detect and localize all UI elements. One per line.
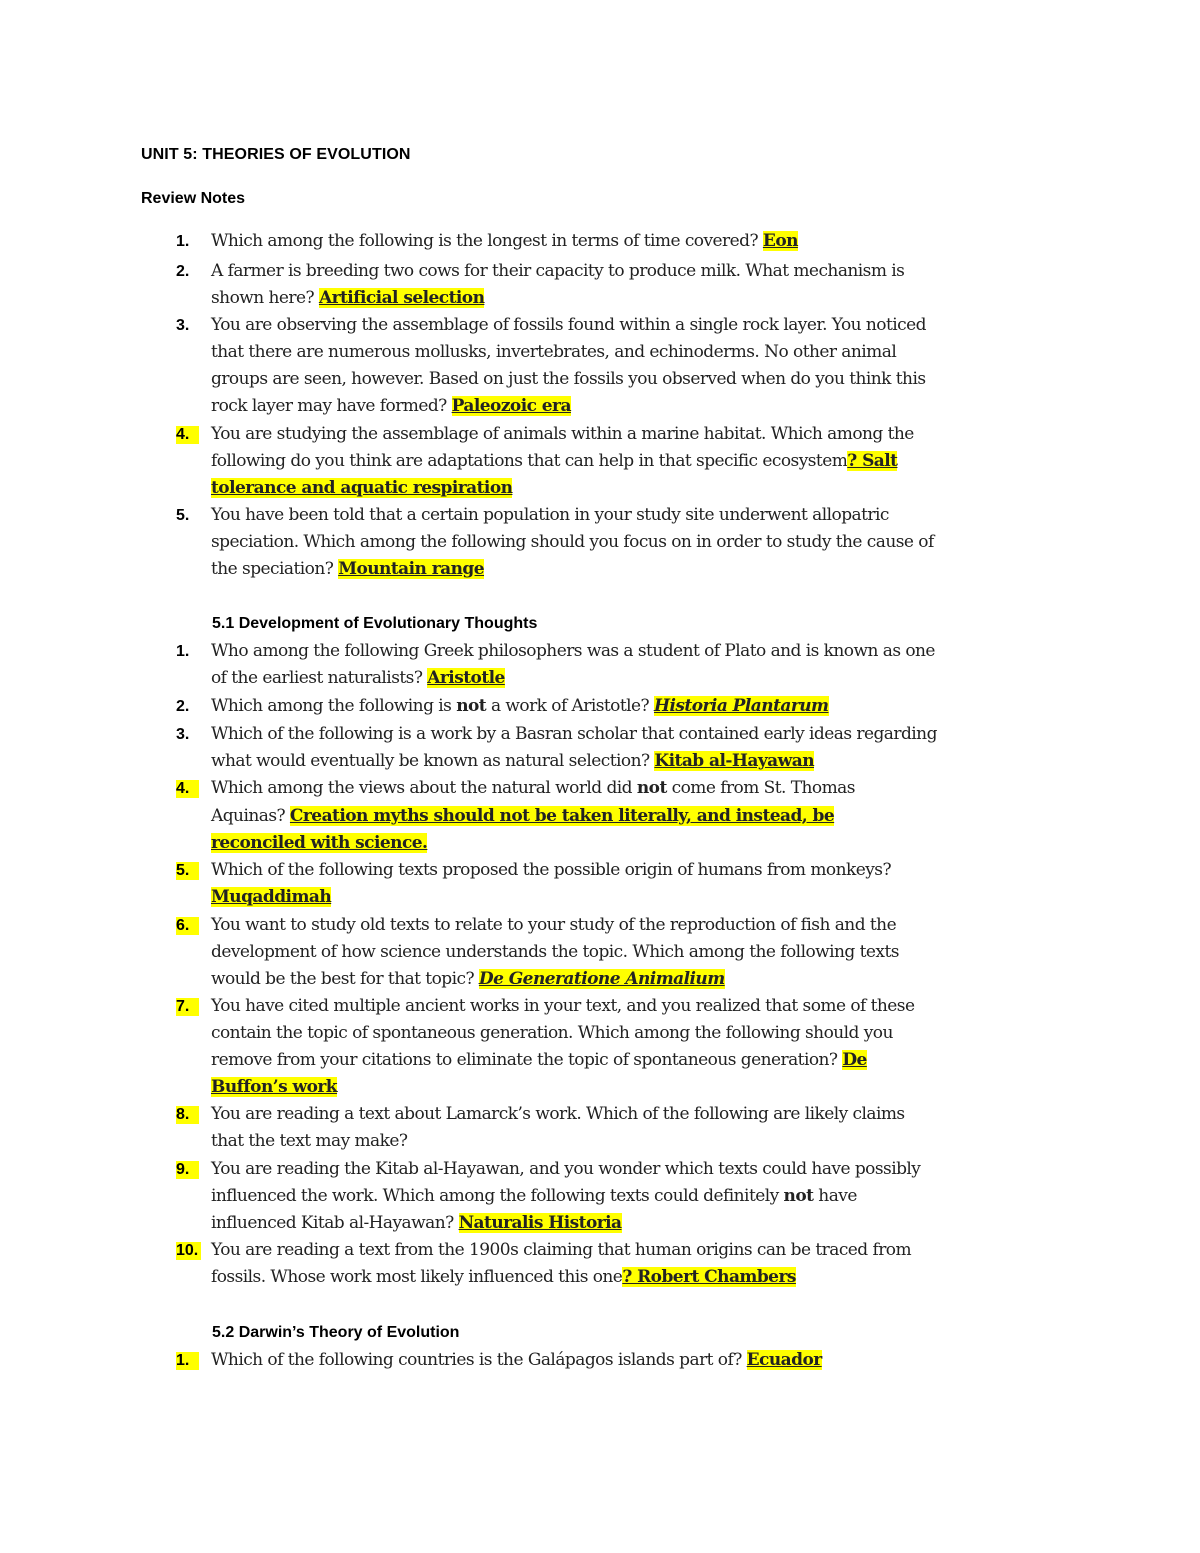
- review-q5-line2: speciation. Which among the following should you focus on in order to study the cause of: [211, 532, 934, 552]
- s51-q7-line3: [211, 1047, 1071, 1074]
- s51-q9-not: not: [783, 1186, 814, 1206]
- review-q4-line1: You are studying the assemblage of animals within a marine habitat. Which among the: [211, 424, 914, 444]
- review-q3-answer: Paleozoic era: [451, 396, 571, 416]
- s51-q4-text-a: Which among the views about the natural world did: [211, 778, 637, 798]
- review-q1-text: Which among the following is the longest in terms of time covered?: [211, 231, 763, 251]
- s51-q9-text-c: have: [813, 1186, 857, 1206]
- s52-q1: [211, 1347, 1071, 1374]
- s51-q7-line1: You have cited multiple ancient works in your text, and you realized that some of these: [211, 996, 915, 1016]
- s51-q2-not: not: [456, 696, 487, 716]
- review-q2-line2: [211, 285, 1071, 312]
- s51-q3-line2: [211, 748, 1071, 775]
- s51-q10-answer: ? Robert Chambers: [622, 1267, 796, 1287]
- review-q3-line1: You are observing the assemblage of fossils found within a single rock layer. You noticed: [211, 315, 926, 335]
- s51-q4-answer-part1: Creation myths should not be taken literally, and instead, be: [289, 806, 835, 826]
- review-q4-answer-part1: ? Salt: [847, 451, 898, 471]
- s51-q3-number: 3.: [176, 726, 190, 743]
- s51-q3-line1: Which of the following is a work by a Basran scholar that contained early ideas regarding: [211, 724, 937, 744]
- review-q5-line1: You have been told that a certain population in your study site underwent allopatric: [211, 505, 889, 525]
- s51-q2-text-b: a work of Aristotle?: [486, 696, 654, 716]
- s51-q5-number: 5.: [176, 862, 199, 880]
- review-notes-heading: Review Notes: [141, 190, 246, 207]
- s51-q9-line2: [211, 1183, 1071, 1210]
- review-q1: [211, 228, 1071, 255]
- s51-q10-text: fossils. Whose work most likely influenced this one: [211, 1267, 623, 1287]
- s51-q3-answer: Kitab al-Hayawan: [654, 751, 815, 771]
- s51-q9-line1: You are reading the Kitab al-Hayawan, and you wonder which texts could have possibly: [211, 1159, 921, 1179]
- review-q3-number: 3.: [176, 317, 190, 334]
- s51-q9-line3: [211, 1210, 1071, 1237]
- s51-q1-answer: Aristotle: [427, 668, 505, 688]
- s51-q7-text: remove from your citations to eliminate the topic of spontaneous generation?: [211, 1050, 843, 1070]
- s51-q8-line1: You are reading a text about Lamarck’s work. Which of the following are likely claims: [211, 1104, 905, 1124]
- s51-q4-answer-part2: reconciled with science.: [211, 833, 428, 853]
- s51-q6-line1: You want to study old texts to relate to your study of the reproduction of fish and the: [211, 915, 897, 935]
- review-q3-text: rock layer may have formed?: [211, 396, 452, 416]
- s52-q1-answer: Ecuador: [746, 1350, 822, 1370]
- s51-q8-number: 8.: [176, 1106, 199, 1124]
- s51-q6-text: would be the best for that topic?: [211, 969, 479, 989]
- review-q2-line1: A farmer is breeding two cows for their capacity to produce milk. What mechanism is: [211, 261, 905, 281]
- review-q4-answer-part2: tolerance and aquatic respiration: [211, 478, 513, 498]
- s51-q2: [211, 693, 1071, 720]
- s51-q1-number: 1.: [176, 643, 190, 660]
- s51-q4-line2: [211, 803, 1071, 830]
- section-5-1-heading: 5.1 Development of Evolutionary Thoughts: [212, 615, 538, 632]
- review-q1-answer: Eon: [762, 231, 798, 251]
- document-title: UNIT 5: THEORIES OF EVOLUTION: [141, 146, 411, 163]
- review-q3-line3: groups are seen, however. Based on just the fossils you observed when do you think this: [211, 369, 926, 389]
- review-q5-text: the speciation?: [211, 559, 339, 579]
- s51-q10-line2: [211, 1264, 1071, 1291]
- s51-q5-answer: Muqaddimah: [211, 887, 332, 907]
- s51-q4-text-c: Aquinas?: [211, 806, 290, 826]
- s51-q7-line2: contain the topic of spontaneous generation. Which among the following should you: [211, 1023, 893, 1043]
- s51-q9-text-d: influenced Kitab al-Hayawan?: [211, 1213, 459, 1233]
- s51-q9-number: 9.: [176, 1161, 199, 1179]
- s51-q7-number: 7.: [176, 998, 199, 1016]
- s51-q1-text: of the earliest naturalists?: [211, 668, 428, 688]
- s51-q1-line1: Who among the following Greek philosophers was a student of Plato and is known as one: [211, 641, 935, 661]
- s51-q6-line3: [211, 966, 1071, 993]
- s52-q1-text: Which of the following countries is the Galápagos islands part of?: [211, 1350, 747, 1370]
- s51-q4-number: 4.: [176, 780, 199, 798]
- review-q5-number: 5.: [176, 507, 190, 524]
- s51-q2-text-a: Which among the following is: [211, 696, 457, 716]
- s51-q9-answer: Naturalis Historia: [458, 1213, 622, 1233]
- review-q2-number: 2.: [176, 263, 190, 280]
- s51-q1-line2: [211, 665, 1071, 692]
- s51-q7-answer-part1: De: [842, 1050, 867, 1070]
- s51-q4-not: not: [636, 778, 667, 798]
- review-q2-text: shown here?: [211, 288, 319, 308]
- s51-q10-line1: You are reading a text from the 1900s claiming that human origins can be traced from: [211, 1240, 912, 1260]
- s51-q2-number: 2.: [176, 698, 190, 715]
- s51-q4-line1: [211, 775, 1071, 802]
- review-q3-line4: [211, 393, 1071, 420]
- s51-q8-line2: that the text may make?: [211, 1131, 408, 1151]
- s51-q6-answer: De Generatione Animalium: [478, 969, 725, 989]
- review-q4-number: 4.: [176, 426, 199, 444]
- s51-q4-line3: [211, 830, 1071, 857]
- review-q4-line3: [211, 475, 1071, 502]
- s51-q7-answer-part2: Buffon’s work: [211, 1077, 338, 1097]
- s51-q10-number: 10.: [176, 1242, 201, 1260]
- review-q5-answer: Mountain range: [338, 559, 485, 579]
- review-q3-line2: that there are numerous mollusks, invertebrates, and echinoderms. No other animal: [211, 342, 897, 362]
- review-q5-line3: [211, 556, 1071, 583]
- s52-q1-number: 1.: [176, 1352, 199, 1370]
- review-q4-line2: [211, 448, 1071, 475]
- s51-q6-number: 6.: [176, 917, 199, 935]
- section-5-2-heading: 5.2 Darwin’s Theory of Evolution: [212, 1324, 460, 1341]
- s51-q2-answer: Historia Plantarum: [653, 696, 829, 716]
- s51-q3-text: what would eventually be known as natural selection?: [211, 751, 655, 771]
- s51-q5-line1: Which of the following texts proposed the possible origin of humans from monkeys?: [211, 860, 892, 880]
- s51-q5-line2: [211, 884, 1071, 911]
- s51-q7-line4: [211, 1074, 1071, 1101]
- review-q4-text: following do you think are adaptations that can help in that specific ecosystem: [211, 451, 848, 471]
- s51-q6-line2: development of how science understands the topic. Which among the following texts: [211, 942, 899, 962]
- review-q1-number: 1.: [176, 233, 190, 250]
- s51-q4-text-b: come from St. Thomas: [666, 778, 855, 798]
- review-q2-answer: Artificial selection: [318, 288, 485, 308]
- s51-q9-text-b: influenced the work. Which among the following texts could definitely: [211, 1186, 784, 1206]
